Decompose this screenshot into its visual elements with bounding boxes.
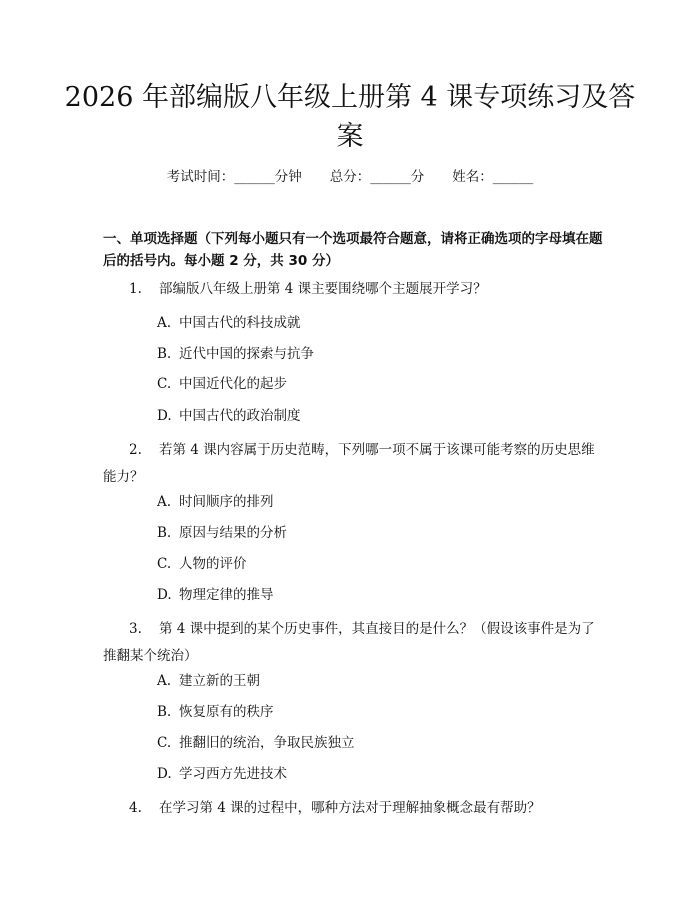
- question-text: 部编版八年级上册第 4 课主要围绕哪个主题展开学习？: [159, 281, 487, 297]
- question-text: 在学习第 4 课的过程中，哪种方法对于理解抽象概念最有帮助？: [159, 800, 541, 816]
- option-3c: C. 推翻旧的统治，争取民族独立: [157, 735, 355, 751]
- option-2b: B. 原因与结果的分析: [157, 525, 287, 541]
- option-1d: D. 中国古代的政治制度: [157, 408, 301, 424]
- question-number: 4.: [129, 800, 142, 816]
- total-score-label: 总分：______分: [329, 169, 425, 185]
- question-3: [103, 616, 603, 670]
- option-3b: B. 恢复原有的秩序: [157, 704, 274, 720]
- option-1c: C. 中国近代化的起步: [157, 376, 287, 392]
- option-1b: B. 近代中国的探索与抗争: [157, 346, 314, 362]
- student-name-label: 姓名：______: [452, 169, 534, 185]
- document-title: 2026 年部编版八年级上册第 4 课专项练习及答案: [64, 82, 636, 152]
- question-1: [103, 276, 603, 303]
- option-3d: D. 学习西方先进技术: [157, 766, 287, 782]
- section-heading: 一、单项选择题（下列每小题只有一个选项最符合题意，请将正确选项的字母填在题后的括号内。每小题 2 分，共 30 分）: [103, 231, 603, 269]
- question-text: 若第 4 课内容属于历史范畴，下列哪一项不属于该课可能考察的历史思维能力？: [103, 442, 595, 485]
- option-2d: D. 物理定律的推导: [157, 587, 274, 603]
- option-1a: A. 中国古代的科技成就: [157, 315, 301, 331]
- exam-meta-line: [0, 167, 700, 187]
- question-4: [103, 795, 603, 822]
- question-number: 3.: [129, 621, 142, 637]
- option-2a: A. 时间顺序的排列: [157, 494, 274, 510]
- question-text: 第 4 课中提到的某个历史事件，其直接目的是什么？（假设该事件是为了推翻某个统治）: [103, 621, 595, 664]
- option-2c: C. 人物的评价: [157, 556, 247, 572]
- question-2: [103, 437, 603, 491]
- option-3a: A. 建立新的王朝: [157, 673, 260, 689]
- exam-time-label: 考试时间：______分钟: [166, 169, 302, 185]
- question-number: 2.: [129, 442, 142, 458]
- question-number: 1.: [129, 281, 142, 297]
